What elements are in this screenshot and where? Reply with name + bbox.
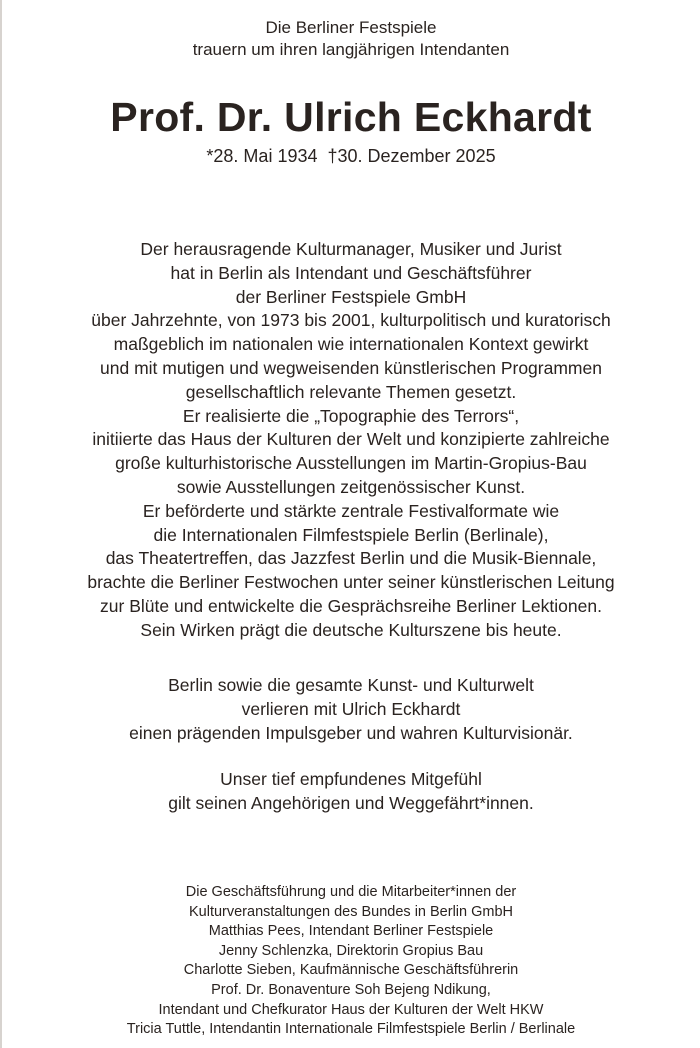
tribute-line: sowie Ausstellungen zeitgenössischer Kunst. xyxy=(176,476,526,497)
tribute-text xyxy=(2,238,700,643)
signatory-line: Prof. Dr. Bonaventure Soh Bejeng Ndikung, xyxy=(211,981,491,998)
signatory-line: Charlotte Sieben, Kaufmännische Geschäftsführerin xyxy=(183,962,519,979)
sympathy-line: gilt seinen Angehörigen und Weggefährt*innen. xyxy=(168,793,534,813)
life-dates xyxy=(2,145,700,167)
tribute-line: Der herausragende Kulturmanager, Musiker und Jurist xyxy=(140,239,562,259)
signatory-line: Die Geschäftsführung und die Mitarbeiter*innen der xyxy=(185,884,517,900)
loss-line: einen prägenden Impulsgeber und wahren Kulturvisionär. xyxy=(129,723,573,743)
tribute-line: Sein Wirken prägt die deutsche Kulturszene bis heute. xyxy=(140,619,562,640)
tribute-line: die Internationalen Filmfestspiele Berlin (Berlinale), xyxy=(153,524,549,545)
signatory-line: Kulturveranstaltungen des Bundes in Berlin GmbH xyxy=(188,903,513,920)
death-date: †30. Dezember 2025 xyxy=(327,146,496,166)
tribute-line: über Jahrzehnte, von 1973 bis 2001, kulturpolitisch und kuratorisch xyxy=(91,310,611,331)
tribute-line: das Theatertreffen, das Jazzfest Berlin und die Musik-Biennale, xyxy=(105,548,597,569)
tribute-line: und mit mutigen und wegweisenden künstlerischen Programmen xyxy=(100,357,602,378)
tribute-line: zur Blüte und entwickelte die Gesprächsreihe Berliner Lektionen. xyxy=(100,595,602,616)
signatory-line: Jenny Schlenzka, Direktorin Gropius Bau xyxy=(218,942,484,959)
sympathy-line: Unser tief empfundenes Mitgefühl xyxy=(220,769,482,789)
signatory-line: Matthias Pees, Intendant Berliner Festspiele xyxy=(208,923,494,940)
signatory-line: Tricia Tuttle, Intendantin Internationale Filmfestspiele Berlin / Berlinale xyxy=(126,1021,576,1038)
loss-line: Berlin sowie die gesamte Kunst- und Kulturwelt xyxy=(168,675,534,695)
deceased-name: Prof. Dr. Ulrich Eckhardt xyxy=(110,94,592,140)
tribute-line: maßgeblich im nationalen wie internationalen Kontext gewirkt xyxy=(113,334,589,355)
tribute-line: Er beförderte und stärkte zentrale Festivalformate wie xyxy=(142,500,560,521)
intro-line: trauern um ihren langjährigen Intendanten xyxy=(192,40,510,59)
tribute-line: initiierte das Haus der Kulturen der Welt und konzipierte zahlreiche xyxy=(92,429,610,450)
tribute-line: Er realisierte die „Topographie des Terrors“, xyxy=(182,405,520,426)
intro-text xyxy=(2,17,700,61)
birth-date: *28. Mai 1934 xyxy=(206,146,318,166)
tribute-line: der Berliner Festspiele GmbH xyxy=(235,286,467,307)
sympathy-statement xyxy=(2,767,700,815)
tribute-line: hat in Berlin als Intendant und Geschäftsführer xyxy=(170,262,532,283)
tribute-line: große kulturhistorische Ausstellungen im Martin-Gropius-Bau xyxy=(115,453,587,474)
signatory-line: Intendant und Chefkurator Haus der Kulturen der Welt HKW xyxy=(158,1001,544,1018)
signatories-list xyxy=(2,883,700,1040)
tribute-line: gesellschaftlich relevante Themen gesetzt. xyxy=(185,381,517,402)
tribute-line: brachte die Berliner Festwochen unter seiner künstlerischen Leitung xyxy=(87,572,615,593)
loss-line: verlieren mit Ulrich Eckhardt xyxy=(241,699,461,719)
intro-line: Die Berliner Festspiele xyxy=(265,18,437,37)
loss-statement xyxy=(2,673,700,745)
